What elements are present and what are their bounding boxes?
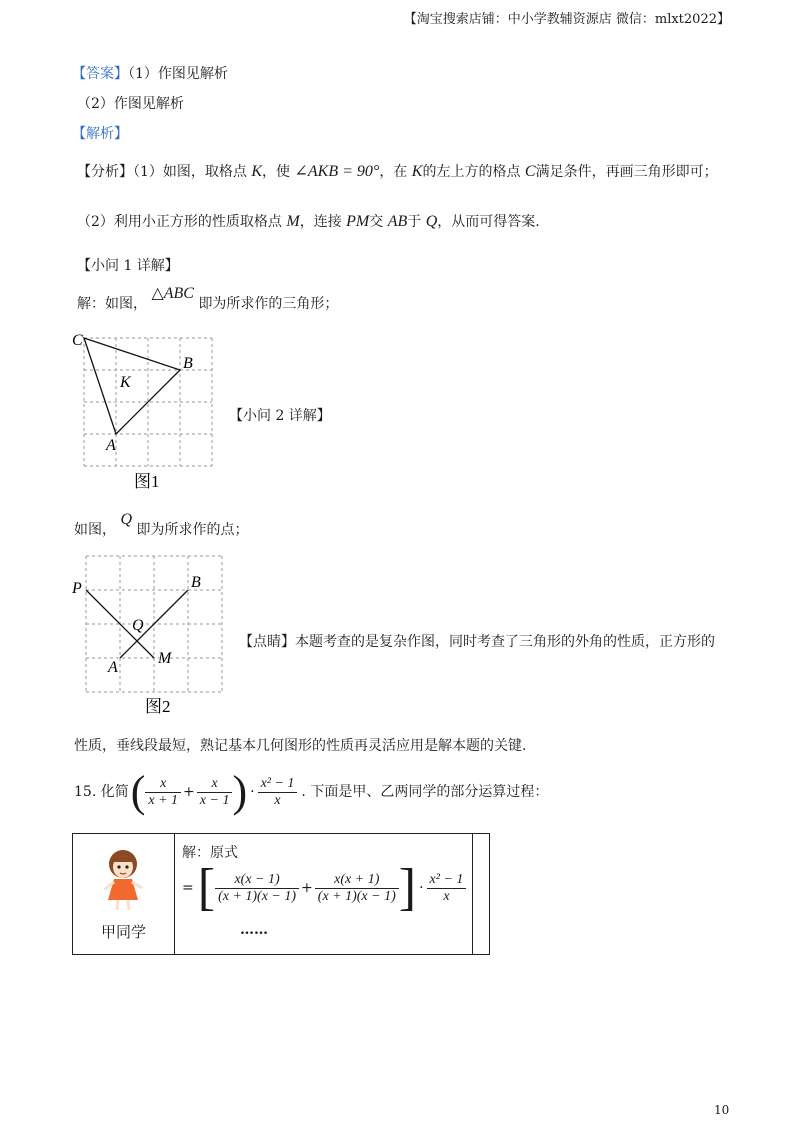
- dianjing-line-1: 【点睛】本题考查的是复杂作图，同时考查了三角形的外角的性质，正方形的: [239, 634, 715, 650]
- fenxi-text-2: ，使: [262, 164, 291, 180]
- student-name: 甲同学: [101, 923, 147, 941]
- student-cartoon-icon: [98, 848, 148, 914]
- bracket-right: ]: [398, 859, 417, 916]
- sub2-sol-post: 即为所求作的点；: [136, 522, 249, 538]
- fenxi-text-4: 的左上方的格点: [422, 164, 521, 180]
- sol-frac2-den: (x + 1)(x − 1): [317, 888, 396, 904]
- fig2-label-m: M: [158, 650, 172, 667]
- math-k: K: [251, 163, 263, 180]
- fig2-label-p: P: [72, 580, 82, 597]
- answer-part-1: （1）作图见解析: [128, 66, 228, 82]
- sol-frac-3: [427, 872, 467, 905]
- fenxi2-text-5: ，从而可得答案.: [437, 214, 540, 230]
- fig2-label-q: Q: [132, 617, 144, 634]
- equals-sign: =: [182, 880, 194, 896]
- answer-tag: 【答案】: [72, 66, 128, 82]
- table-divider-1: [174, 833, 175, 954]
- math-q-2: Q: [120, 511, 133, 528]
- answer-line-1: [72, 64, 228, 84]
- fig1-label-c: C: [72, 332, 83, 349]
- solution-expression: = [ $\frac{x(x - 1)}{(x + 1)(x - 1)}$ + $\frac{x(x + 1)}{(x + 1)(x - 1)}$ ] · $\frac{\text{x² − 1}}{x}$: [182, 862, 466, 914]
- math-c: C: [524, 163, 536, 180]
- sub1-sol-post: 即为所求作的三角形；: [198, 296, 339, 312]
- fenxi2-text-1: （2）利用小正方形的性质取格点: [77, 214, 282, 230]
- fig2-caption: 图2: [145, 697, 171, 716]
- sub1-solution: [77, 285, 339, 314]
- fig1-label-k: K: [120, 374, 131, 391]
- figure-2: [70, 550, 235, 720]
- frac2-num: x: [197, 776, 233, 793]
- dianjing-line-2: 性质，垂线段最短，熟记基本几何图形的性质再灵活应用是解本题的关键.: [74, 738, 527, 754]
- analysis-line-1: [77, 162, 718, 182]
- fig2-label-b: B: [191, 574, 201, 591]
- sub2-title: 【小问 2 详解】: [229, 408, 331, 424]
- triangle-abc: [84, 338, 180, 434]
- sol-frac1-num: x(x − 1): [215, 872, 299, 889]
- fenxi2-text-3: 交: [369, 214, 384, 230]
- fig1-label-a: A: [106, 437, 116, 454]
- figure-1: [70, 330, 230, 495]
- frac-x-over-xm1: [197, 776, 233, 809]
- fig2-label-a: A: [108, 659, 118, 676]
- math-triangle-abc: △ABC: [151, 285, 194, 302]
- paren-right: ): [232, 767, 248, 816]
- fig1-label-b: B: [183, 355, 193, 372]
- sol-frac-1: [215, 872, 299, 905]
- sol-frac-2: [315, 872, 399, 905]
- analysis-line-2: [77, 212, 540, 232]
- solution-ellipsis: ……: [240, 922, 268, 938]
- sub1-title: 【小问 1 详解】: [77, 258, 179, 274]
- math-k-2: K: [411, 163, 423, 180]
- fenxi-text-3: ，在: [379, 164, 408, 180]
- frac3-num: x² − 1: [258, 776, 298, 793]
- answer-part-2: （2）作图见解析: [77, 96, 184, 112]
- math-pm: PM: [346, 213, 370, 230]
- frac-x-over-xp1: [145, 776, 181, 809]
- math-angle: ∠AKB = 90°: [294, 163, 380, 180]
- fenxi-text-1: （1）如图，取格点: [133, 164, 247, 180]
- question-15: 15. 化简 ( $\frac{x}{x + 1}$ + $\frac{x}{x - 1}$ ) · $\frac{\text{x² − 1}}{x}$ . 下面是甲、乙两同学的部分运算过程：: [74, 767, 549, 816]
- bracket-left: [: [197, 859, 216, 916]
- frac3-den: x: [274, 792, 281, 808]
- frac-x2m1-over-x: [258, 776, 298, 809]
- fenxi-text-5: 满足条件，再画三角形即可；: [535, 164, 718, 180]
- page-header: 【淘宝搜索店铺：中小学教辅资源店 微信：mlxt2022】: [403, 12, 730, 27]
- table-divider-2: [472, 833, 473, 954]
- fig1-caption: 图1: [134, 472, 160, 491]
- q15-pre: 15. 化简: [74, 784, 129, 800]
- sub2-sol-pre: 如图，: [74, 522, 116, 538]
- math-q: Q: [425, 213, 438, 230]
- solution-label: 解：原式: [182, 845, 238, 861]
- paren-left: (: [130, 767, 146, 816]
- sub1-sol-pre: 解：如图，: [77, 296, 147, 312]
- q15-post: . 下面是甲、乙两同学的部分运算过程：: [301, 784, 549, 800]
- math-m: M: [286, 213, 300, 230]
- math-ab: AB: [387, 213, 408, 230]
- sol-frac3-den: x: [443, 888, 450, 904]
- fenxi-tag: 【分析】: [77, 164, 133, 180]
- sol-frac1-den: (x + 1)(x − 1): [218, 888, 297, 904]
- frac1-den: x + 1: [148, 792, 179, 808]
- sol-frac2-num: x(x + 1): [315, 872, 399, 889]
- analysis-tag: 【解析】: [72, 126, 128, 142]
- fenxi2-text-2: ，连接: [299, 214, 342, 230]
- page-number: 10: [714, 1103, 730, 1117]
- sol-frac3-num: x² − 1: [427, 872, 467, 889]
- sub2-solution: [74, 511, 249, 540]
- frac2-den: x − 1: [199, 792, 230, 808]
- fenxi2-text-4: 于: [407, 214, 422, 230]
- frac1-num: x: [145, 776, 181, 793]
